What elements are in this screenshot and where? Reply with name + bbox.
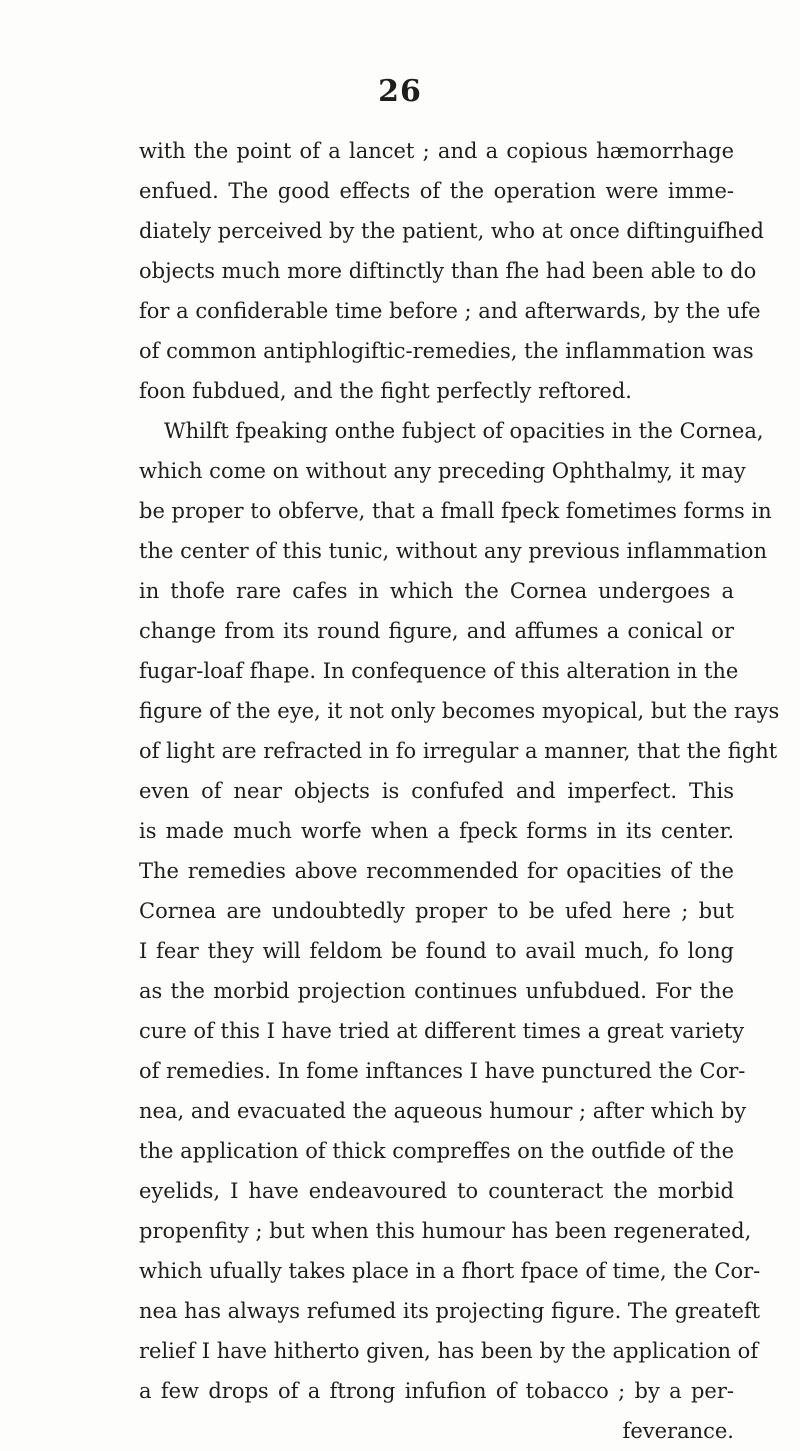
text-line: of light are refracted in fo irregular a manner, that the fight <box>139 739 778 763</box>
text-line: Whilft fpeaking onthe fubject of opacities in the Cornea, <box>164 419 764 443</box>
text-line: figure of the eye, it not only becomes myopical, but the rays <box>139 699 780 723</box>
text-line: a few drops of a ftrong infufion of tobacco ; by a per- <box>139 1379 734 1403</box>
text-line: as the morbid projection continues unfubdued. For the <box>139 979 734 1003</box>
text-line: objects much more diftinctly than fhe had been able to do <box>139 259 757 283</box>
text-line: which come on without any preceding Ophthalmy, it may <box>139 459 746 483</box>
text-line: relief I have hitherto given, has been by the application of <box>139 1339 759 1363</box>
page-number: 26 <box>378 74 422 109</box>
text-line: the center of this tunic, without any previous inflammation <box>139 539 767 563</box>
text-line: eyelids, I have endeavoured to counteract the morbid <box>139 1179 734 1203</box>
text-line: which ufually takes place in a fhort fpace of time, the Cor- <box>139 1259 761 1283</box>
text-line: of remedies. In fome inftances I have punctured the Cor- <box>139 1059 746 1083</box>
text-line: feverance. <box>622 1419 734 1443</box>
text-line: foon fubdued, and the fight perfectly reftored. <box>139 379 632 403</box>
text-line: cure of this I have tried at different times a great variety <box>139 1019 745 1043</box>
text-line: for a confiderable time before ; and afterwards, by the ufe <box>139 299 761 323</box>
text-line: The remedies above recommended for opacities of the <box>139 859 734 883</box>
text-line: Cornea are undoubtedly proper to be ufed here ; but <box>139 899 734 923</box>
text-line: diately perceived by the patient, who at once diftinguifhed <box>139 219 764 243</box>
text-line: nea, and evacuated the aqueous humour ; after which by <box>139 1099 747 1123</box>
text-line: in thofe rare cafes in which the Cornea undergoes a <box>139 579 734 603</box>
text-line: the application of thick compreffes on the outfide of the <box>139 1139 734 1163</box>
text-line: even of near objects is confufed and imperfect. This <box>139 779 734 803</box>
text-line: enfued. The good effects of the operation were imme- <box>139 179 734 203</box>
text-line: change from its round figure, and affumes a conical or <box>139 619 734 643</box>
text-line: is made much worfe when a fpeck forms in its center. <box>139 819 734 843</box>
text-line: fugar-loaf fhape. In confequence of this alteration in the <box>139 659 739 683</box>
text-line: of common antiphlogiftic-remedies, the inflammation was <box>139 339 754 363</box>
text-line: propenfity ; but when this humour has been regenerated, <box>139 1219 752 1243</box>
text-line: nea has always refumed its projecting figure. The greateft <box>139 1299 761 1323</box>
text-line: with the point of a lancet ; and a copious hæmorrhage <box>139 139 734 163</box>
text-line: be proper to obferve, that a fmall fpeck fometimes forms in <box>139 499 772 523</box>
text-line: I fear they will feldom be found to avail much, fo long <box>139 939 734 963</box>
